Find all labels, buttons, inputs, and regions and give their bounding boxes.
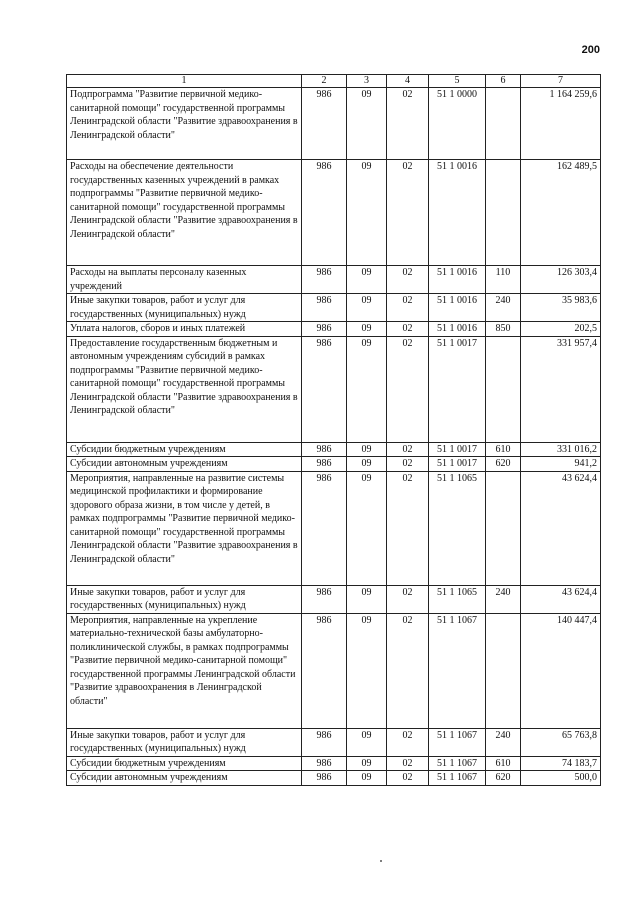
row-value-cell: 986 — [302, 442, 347, 457]
row-value-cell: 02 — [387, 336, 429, 442]
table-row — [67, 613, 601, 728]
row-value-cell: 610 — [486, 442, 521, 457]
row-value-cell: 51 1 0000 — [429, 88, 486, 160]
row-value-cell: 51 1 0017 — [429, 336, 486, 442]
row-value-cell: 02 — [387, 457, 429, 472]
row-label-cell: Иные закупки товаров, работ и услуг для государственных (муниципальных) нужд — [67, 294, 302, 322]
row-value-cell: 51 1 0016 — [429, 160, 486, 266]
row-label-cell: Расходы на выплаты персоналу казенных учреждений — [67, 266, 302, 294]
row-value-cell: 02 — [387, 160, 429, 266]
row-value-cell: 02 — [387, 322, 429, 337]
header-cell: 7 — [521, 75, 601, 88]
header-cell: 3 — [347, 75, 387, 88]
row-value-cell: 986 — [302, 294, 347, 322]
row-value-cell: 986 — [302, 160, 347, 266]
row-value-cell: 02 — [387, 294, 429, 322]
row-value-cell: 02 — [387, 442, 429, 457]
row-value-cell: 51 1 0017 — [429, 442, 486, 457]
row-value-cell: 02 — [387, 88, 429, 160]
row-value-cell: 02 — [387, 771, 429, 786]
row-value-cell: 986 — [302, 585, 347, 613]
row-value-cell: 09 — [347, 585, 387, 613]
row-value-cell: 850 — [486, 322, 521, 337]
row-value-cell: 941,2 — [521, 457, 601, 472]
row-value-cell: 986 — [302, 471, 347, 585]
row-value-cell: 986 — [302, 336, 347, 442]
row-value-cell: 09 — [347, 771, 387, 786]
table-row — [67, 771, 601, 786]
row-value-cell: 240 — [486, 585, 521, 613]
row-value-cell: 986 — [302, 322, 347, 337]
row-value-cell: 986 — [302, 771, 347, 786]
row-value-cell: 02 — [387, 585, 429, 613]
row-value-cell: 65 763,8 — [521, 728, 601, 756]
table-row — [67, 294, 601, 322]
row-value-cell: 610 — [486, 756, 521, 771]
row-value-cell: 02 — [387, 471, 429, 585]
table-row — [67, 160, 601, 266]
row-value-cell: 986 — [302, 88, 347, 160]
row-value-cell: 74 183,7 — [521, 756, 601, 771]
row-value-cell: 500,0 — [521, 771, 601, 786]
row-label-cell: Мероприятия, направленные на укрепление материально-технической базы амбулаторно-поликлинической службы, в рамках подпрограммы "Развитие первичной медико-санитарной помощи" государственной программы Ленинградской области "Развитие здравоохранения в Ленинградской области" — [67, 613, 302, 728]
row-value-cell: 331 957,4 — [521, 336, 601, 442]
row-value-cell: 02 — [387, 266, 429, 294]
row-value-cell: 43 624,4 — [521, 471, 601, 585]
row-value-cell: 43 624,4 — [521, 585, 601, 613]
row-value-cell: 986 — [302, 266, 347, 294]
row-value-cell: 620 — [486, 457, 521, 472]
row-value-cell: 51 1 0016 — [429, 294, 486, 322]
row-value-cell: 09 — [347, 756, 387, 771]
row-value-cell: 51 1 0016 — [429, 322, 486, 337]
row-value-cell — [486, 160, 521, 266]
row-value-cell: 110 — [486, 266, 521, 294]
row-value-cell: 126 303,4 — [521, 266, 601, 294]
row-value-cell: 240 — [486, 728, 521, 756]
table-header-row — [67, 75, 601, 88]
row-value-cell — [486, 613, 521, 728]
row-label-cell: Субсидии автономным учреждениям — [67, 457, 302, 472]
row-label-cell: Субсидии бюджетным учреждениям — [67, 442, 302, 457]
header-cell: 1 — [67, 75, 302, 88]
row-value-cell: 202,5 — [521, 322, 601, 337]
row-value-cell — [486, 336, 521, 442]
row-value-cell: 620 — [486, 771, 521, 786]
row-value-cell: 986 — [302, 613, 347, 728]
row-value-cell: 51 1 1065 — [429, 585, 486, 613]
row-label-cell: Предоставление государственным бюджетным и автономным учреждениям субсидий в рамках подпрограммы "Развитие первичной медико-санитарной помощи" государственной программы Ленинградской области "Развитие здравоохранения в Ленинградской области" — [67, 336, 302, 442]
table-row — [67, 728, 601, 756]
row-value-cell: 51 1 1065 — [429, 471, 486, 585]
table-row — [67, 457, 601, 472]
row-value-cell: 51 1 1067 — [429, 613, 486, 728]
table-row — [67, 471, 601, 585]
row-value-cell: 02 — [387, 756, 429, 771]
row-label-cell: Уплата налогов, сборов и иных платежей — [67, 322, 302, 337]
row-label-cell: Подпрограмма "Развитие первичной медико-санитарной помощи" государственной программы Ленинградской области "Развитие здравоохранения в Ленинградской области" — [67, 88, 302, 160]
row-value-cell: 09 — [347, 266, 387, 294]
table-row — [67, 585, 601, 613]
table-row — [67, 756, 601, 771]
row-value-cell: 09 — [347, 442, 387, 457]
table-row — [67, 442, 601, 457]
row-value-cell: 51 1 1067 — [429, 771, 486, 786]
table-row — [67, 322, 601, 337]
row-value-cell: 986 — [302, 457, 347, 472]
table-row — [67, 88, 601, 160]
row-value-cell: 51 1 0017 — [429, 457, 486, 472]
budget-table — [66, 74, 601, 786]
header-cell: 2 — [302, 75, 347, 88]
row-value-cell: 09 — [347, 294, 387, 322]
row-value-cell: 09 — [347, 471, 387, 585]
header-cell: 4 — [387, 75, 429, 88]
row-value-cell: 09 — [347, 336, 387, 442]
row-value-cell: 1 164 259,6 — [521, 88, 601, 160]
table-row — [67, 266, 601, 294]
row-value-cell: 02 — [387, 613, 429, 728]
row-value-cell — [486, 88, 521, 160]
row-value-cell: 09 — [347, 613, 387, 728]
row-value-cell: 986 — [302, 756, 347, 771]
row-value-cell: 09 — [347, 457, 387, 472]
row-value-cell — [486, 471, 521, 585]
row-value-cell: 02 — [387, 728, 429, 756]
row-value-cell: 09 — [347, 322, 387, 337]
table-row — [67, 336, 601, 442]
row-label-cell: Мероприятия, направленные на развитие системы медицинской профилактики и формирование здорового образа жизни, в том числе у детей, в рамках подпрограммы "Развитие первичной медико-санитарной помощи" государственной программы Ленинградской области "Развитие здравоохранения в Ленинградской области" — [67, 471, 302, 585]
row-value-cell: 986 — [302, 728, 347, 756]
row-label-cell: Иные закупки товаров, работ и услуг для государственных (муниципальных) нужд — [67, 585, 302, 613]
row-value-cell: 331 016,2 — [521, 442, 601, 457]
row-value-cell: 240 — [486, 294, 521, 322]
row-value-cell: 51 1 0016 — [429, 266, 486, 294]
row-value-cell: 35 983,6 — [521, 294, 601, 322]
row-label-cell: Иные закупки товаров, работ и услуг для государственных (муниципальных) нужд — [67, 728, 302, 756]
row-value-cell: 51 1 1067 — [429, 728, 486, 756]
row-value-cell: 09 — [347, 160, 387, 266]
footer-mark — [380, 860, 382, 862]
row-value-cell: 09 — [347, 728, 387, 756]
row-value-cell: 140 447,4 — [521, 613, 601, 728]
row-label-cell: Расходы на обеспечение деятельности государственных казенных учреждений в рамках подпрограммы "Развитие первичной медико-санитарной помощи" государственной программы Ленинградской области "Развитие здравоохранения в Ленинградской области" — [67, 160, 302, 266]
header-cell: 6 — [486, 75, 521, 88]
row-value-cell: 162 489,5 — [521, 160, 601, 266]
row-value-cell: 51 1 1067 — [429, 756, 486, 771]
header-cell: 5 — [429, 75, 486, 88]
row-value-cell: 09 — [347, 88, 387, 160]
page-number: 200 — [581, 44, 600, 56]
row-label-cell: Субсидии бюджетным учреждениям — [67, 756, 302, 771]
row-label-cell: Субсидии автономным учреждениям — [67, 771, 302, 786]
